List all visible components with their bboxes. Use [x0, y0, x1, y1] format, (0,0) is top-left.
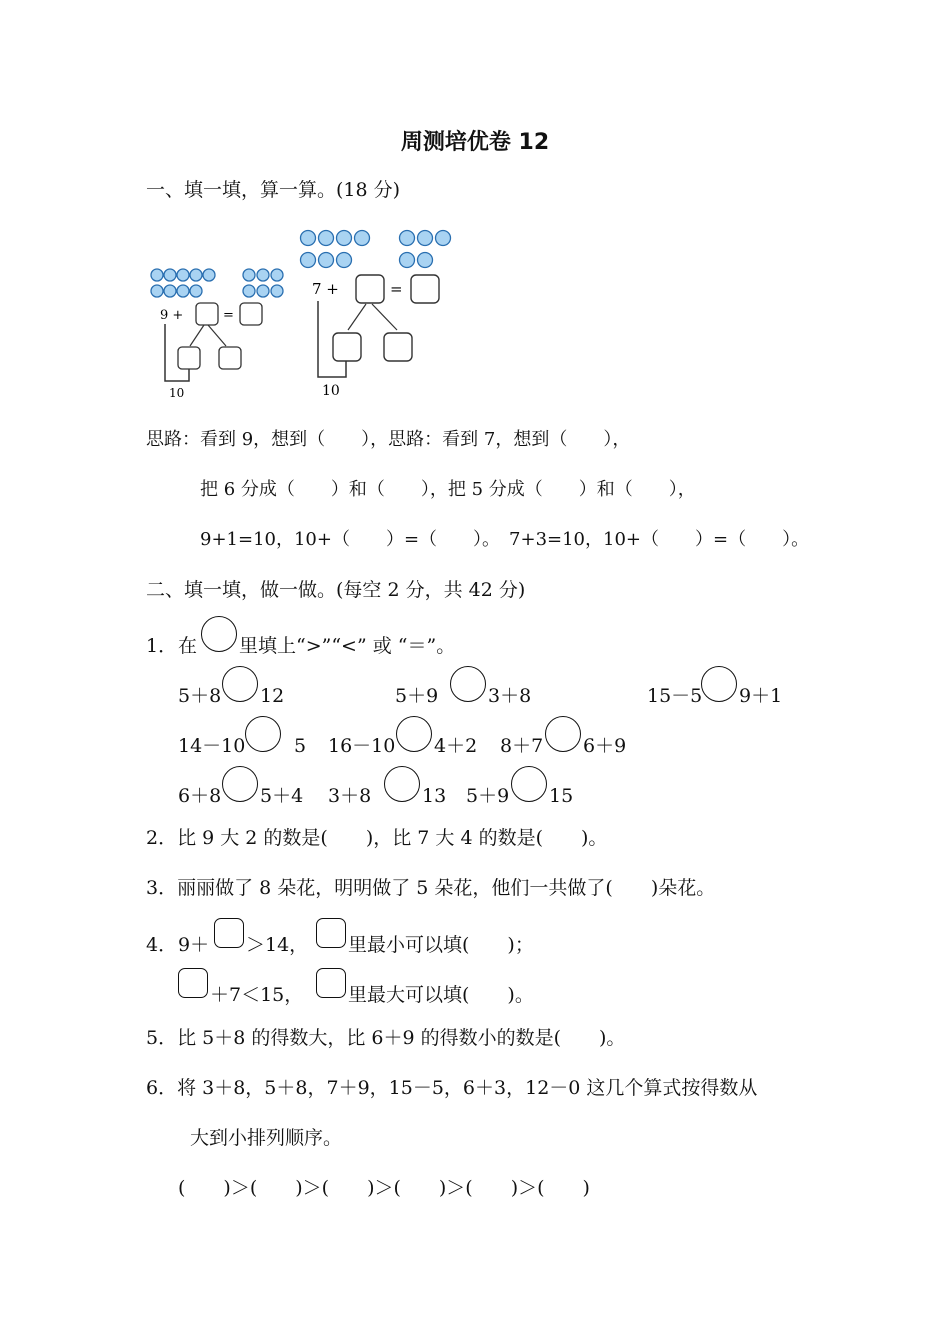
fig2-split-line-right — [372, 304, 397, 330]
counters-left-group — [151, 269, 215, 297]
compare-left: 5＋8 — [178, 685, 222, 707]
counting-figure-2 — [290, 222, 460, 402]
section2-heading: 二、填一填，做一做。(每空 2 分，共 42 分) — [146, 579, 526, 601]
fig1-split-line-left — [190, 325, 204, 346]
compare-right: 9＋1 — [739, 685, 783, 707]
q4-line1-mid: ＞14， — [246, 934, 309, 956]
q1-number: 1． — [146, 635, 178, 657]
question-3: 3．丽丽做了 8 朵花，明明做了 5 朵花，他们一共做了( )朵花。 — [146, 877, 716, 899]
compare-circle[interactable] — [222, 666, 258, 702]
q4-box-1[interactable] — [214, 918, 244, 948]
page-title: 周测培优卷 12 — [400, 130, 550, 155]
counting-figure-1 — [140, 258, 300, 403]
fig1-split-line-right — [208, 325, 226, 346]
q4-line2-post: 里最大可以填( )。 — [348, 984, 534, 1006]
fig1-ten-label: 10 — [169, 386, 185, 400]
fig2-blank-box[interactable] — [356, 275, 384, 303]
counters-right-group — [243, 269, 283, 297]
fig1-part-box-1[interactable] — [178, 347, 200, 369]
fig2-ten-label: 10 — [322, 383, 340, 399]
compare-right: 5＋4 — [260, 785, 304, 807]
compare-right: 13 — [422, 785, 447, 807]
q4-line1-post: 里最小可以填( )； — [348, 934, 534, 956]
compare-right: 6＋9 — [583, 735, 627, 757]
hint-line-3: 9+1=10，10+（ ）=（ ）。 7+3=10，10+（ ）=（ ）。 — [200, 529, 810, 550]
fig2-split-line-left — [348, 304, 366, 330]
fig1-part-box-2[interactable] — [219, 347, 241, 369]
compare-circle[interactable] — [511, 766, 547, 802]
question-6-line-2: 大到小排列顺序。 — [190, 1127, 343, 1149]
compare-left: 5＋9 — [466, 785, 510, 807]
compare-right: 4＋2 — [434, 735, 478, 757]
q4-line2-mid: ＋7＜15， — [210, 984, 304, 1006]
hint-line-2: 把 6 分成（ ）和（ ），把 5 分成（ ）和（ ）， — [200, 479, 696, 500]
q1-example-circle — [201, 616, 237, 652]
compare-left: 8＋7 — [500, 735, 544, 757]
counters-left-group — [301, 231, 370, 268]
fig1-sum-box[interactable] — [240, 303, 262, 325]
compare-left: 6＋8 — [178, 785, 222, 807]
hint-line-1: 思路：看到 9，想到（ ），思路：看到 7，想到（ ）， — [146, 429, 631, 450]
compare-left: 14－10 — [178, 735, 246, 757]
compare-left: 16－10 — [328, 735, 396, 757]
fig2-part-box-2[interactable] — [384, 333, 412, 361]
compare-circle[interactable] — [450, 666, 486, 702]
question-6-answer-row[interactable]: ( )＞( )＞( )＞( )＞( )＞( ) — [178, 1177, 590, 1199]
fig2-addend: 7 + — [312, 280, 339, 298]
compare-left: 3＋8 — [328, 785, 372, 807]
q4-line1-pre: 9＋ — [178, 934, 210, 956]
compare-circle[interactable] — [545, 716, 581, 752]
q1-text-pre: 在 — [178, 635, 198, 657]
compare-circle[interactable] — [384, 766, 420, 802]
q1-text-post: 里填上“>”“<” 或 “＝”。 — [239, 635, 456, 657]
q4-box-3[interactable] — [178, 968, 208, 998]
compare-right: 15 — [549, 785, 574, 807]
compare-circle[interactable] — [396, 716, 432, 752]
q4-box-2[interactable] — [316, 918, 346, 948]
fig2-equals: = — [390, 280, 403, 298]
counters-right-group — [400, 231, 451, 268]
fig2-part-box-1[interactable] — [333, 333, 361, 361]
fig1-addend: 9 + — [160, 308, 184, 323]
compare-right: 12 — [260, 685, 285, 707]
compare-circle[interactable] — [701, 666, 737, 702]
fig1-blank-box[interactable] — [196, 303, 218, 325]
q4-box-4[interactable] — [316, 968, 346, 998]
compare-right: 3＋8 — [488, 685, 532, 707]
question-2: 2．比 9 大 2 的数是( )，比 7 大 4 的数是( )。 — [146, 827, 608, 849]
fig1-equals: = — [223, 308, 234, 323]
fig2-sum-box[interactable] — [411, 275, 439, 303]
compare-circle[interactable] — [222, 766, 258, 802]
fig1-bracket — [165, 324, 189, 381]
question-5: 5．比 5＋8 的得数大，比 6＋9 的得数小的数是( )。 — [146, 1027, 626, 1049]
compare-left: 5＋9 — [395, 685, 439, 707]
fig2-bracket — [318, 301, 346, 377]
section1-heading: 一、填一填，算一算。(18 分) — [146, 179, 401, 201]
compare-left: 15－5 — [647, 685, 703, 707]
question-6-line-1: 6．将 3＋8，5＋8，7＋9，15－5，6＋3，12－0 这几个算式按得数从 — [146, 1077, 758, 1099]
q4-number: 4． — [146, 934, 178, 956]
compare-circle[interactable] — [245, 716, 281, 752]
compare-right: 5 — [294, 735, 307, 757]
